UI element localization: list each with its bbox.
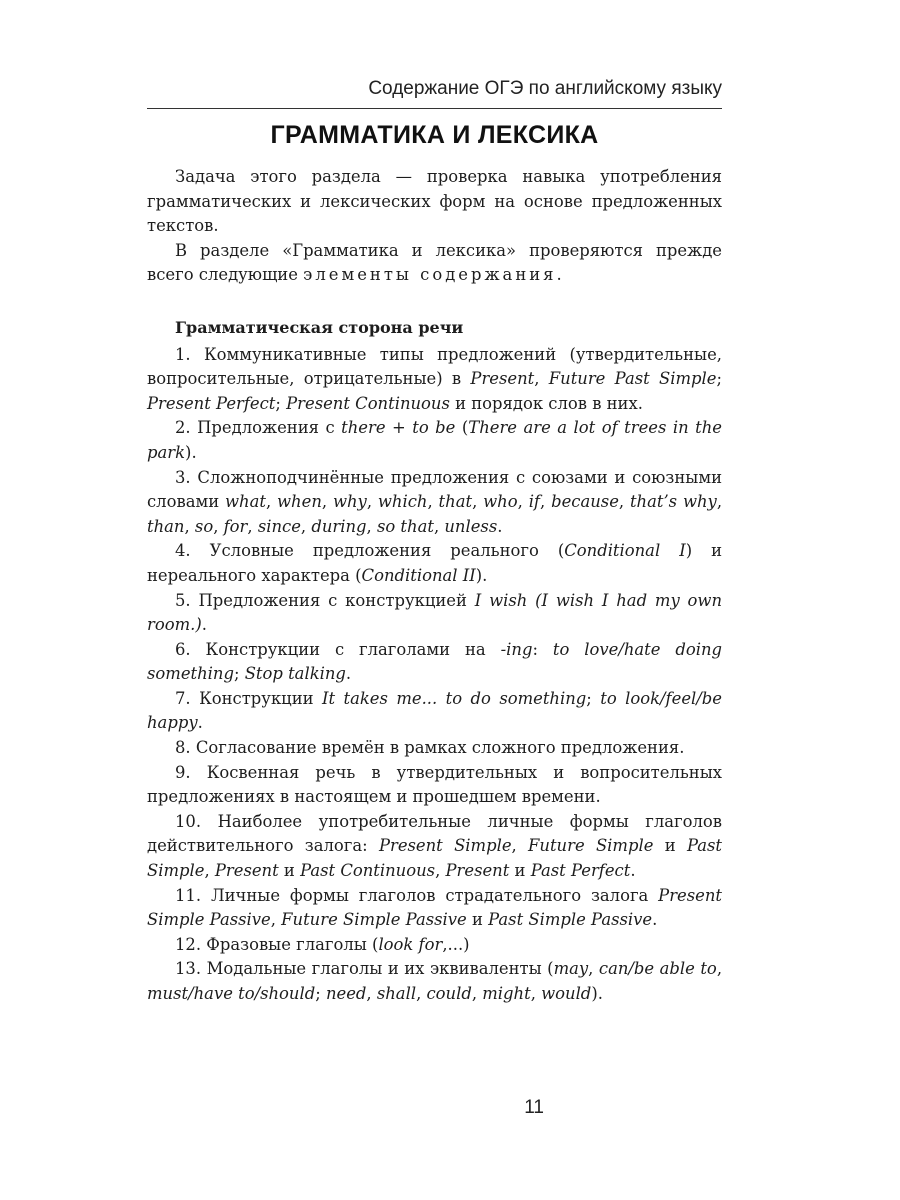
list-item: 5. Предложения с конструкцией I wish (I wish I had my own room.). <box>147 590 722 635</box>
list-item: 12. Фразовые глаголы (look for,...) <box>175 934 470 954</box>
item-number: 7. <box>175 688 200 708</box>
item-number: 1. <box>175 344 204 364</box>
list-item: 7. Конструкции It takes me... to do something; to look/feel/be happy. <box>147 688 722 733</box>
item-number: 4. <box>175 541 210 561</box>
list-item: 13. Модальные глаголы и их эквиваленты (may, can/be able to, must/have to/should; need, shall, could, might, would). <box>147 959 723 1003</box>
subheading-grammar: Грамматическая сторона речи <box>175 317 464 337</box>
grammar-items-list <box>147 343 722 1007</box>
item-number: 13. <box>175 959 207 979</box>
section-title: ГРАММАТИКА И ЛЕКСИКА <box>270 121 599 149</box>
list-item: 2. Предложения с there + to be (There are a lot of trees in the park). <box>147 418 723 462</box>
section-body <box>147 165 722 1007</box>
item-number: 6. <box>175 639 206 659</box>
list-item: 6. Конструкции с глаголами на -ing: to love/hate doing something; Stop talking. <box>147 639 723 684</box>
item-number: 5. <box>175 590 199 610</box>
item-number: 8. <box>175 738 196 758</box>
spaced-emphasis: элементы содержания <box>303 265 557 285</box>
list-item: 1. Коммуникативные типы предложений (утвердительные, вопросительные, отрицательные) в Present, Future Past Simple; Present Perfect; Present Continuous и порядок слов в них. <box>147 344 722 413</box>
intro-paragraph-1: Задача этого раздела — проверка навыка употребления грамматических и лексических форм на основе предложенных текстов. <box>147 167 722 236</box>
item-number: 9. <box>175 762 207 782</box>
header-rule <box>147 108 722 109</box>
list-item: 8. Согласование времён в рамках сложного предложения. <box>175 738 685 758</box>
list-item: 3. Сложноподчинённые предложения с союзами и союзными словами what, when, why, which, that, who, if, because, that’s why, than, so, for, since, during, so that, unless. <box>147 467 723 536</box>
list-item: 10. Наиболее употребительные личные формы глаголов действительного залога: Present Simple, Future Simple и Past Simple, Present и Past Continuous, Present и Past Perfect. <box>147 811 723 881</box>
page-number: 11 <box>524 1097 544 1118</box>
item-number: 3. <box>175 467 198 487</box>
item-number: 2. <box>175 418 198 438</box>
item-number: 12. <box>175 934 207 954</box>
list-item: 4. Условные предложения реального (Conditional I) и нереального характера (Conditional II). <box>147 541 723 585</box>
list-item: 11. Личные формы глаголов страдательного залога Present Simple Passive, Future Simple Passive и Past Simple Passive. <box>147 885 722 930</box>
item-number: 10. <box>175 811 218 831</box>
list-item: 9. Косвенная речь в утвердительных и вопросительных предложениях в настоящем и прошедшем времени. <box>147 762 722 807</box>
running-header: Содержание ОГЭ по английскому языку <box>368 78 722 99</box>
item-number: 11. <box>175 885 211 905</box>
intro-paragraph-2: В разделе «Грамматика и лексика» проверяются прежде всего следующие элементы содержания. <box>147 240 722 285</box>
